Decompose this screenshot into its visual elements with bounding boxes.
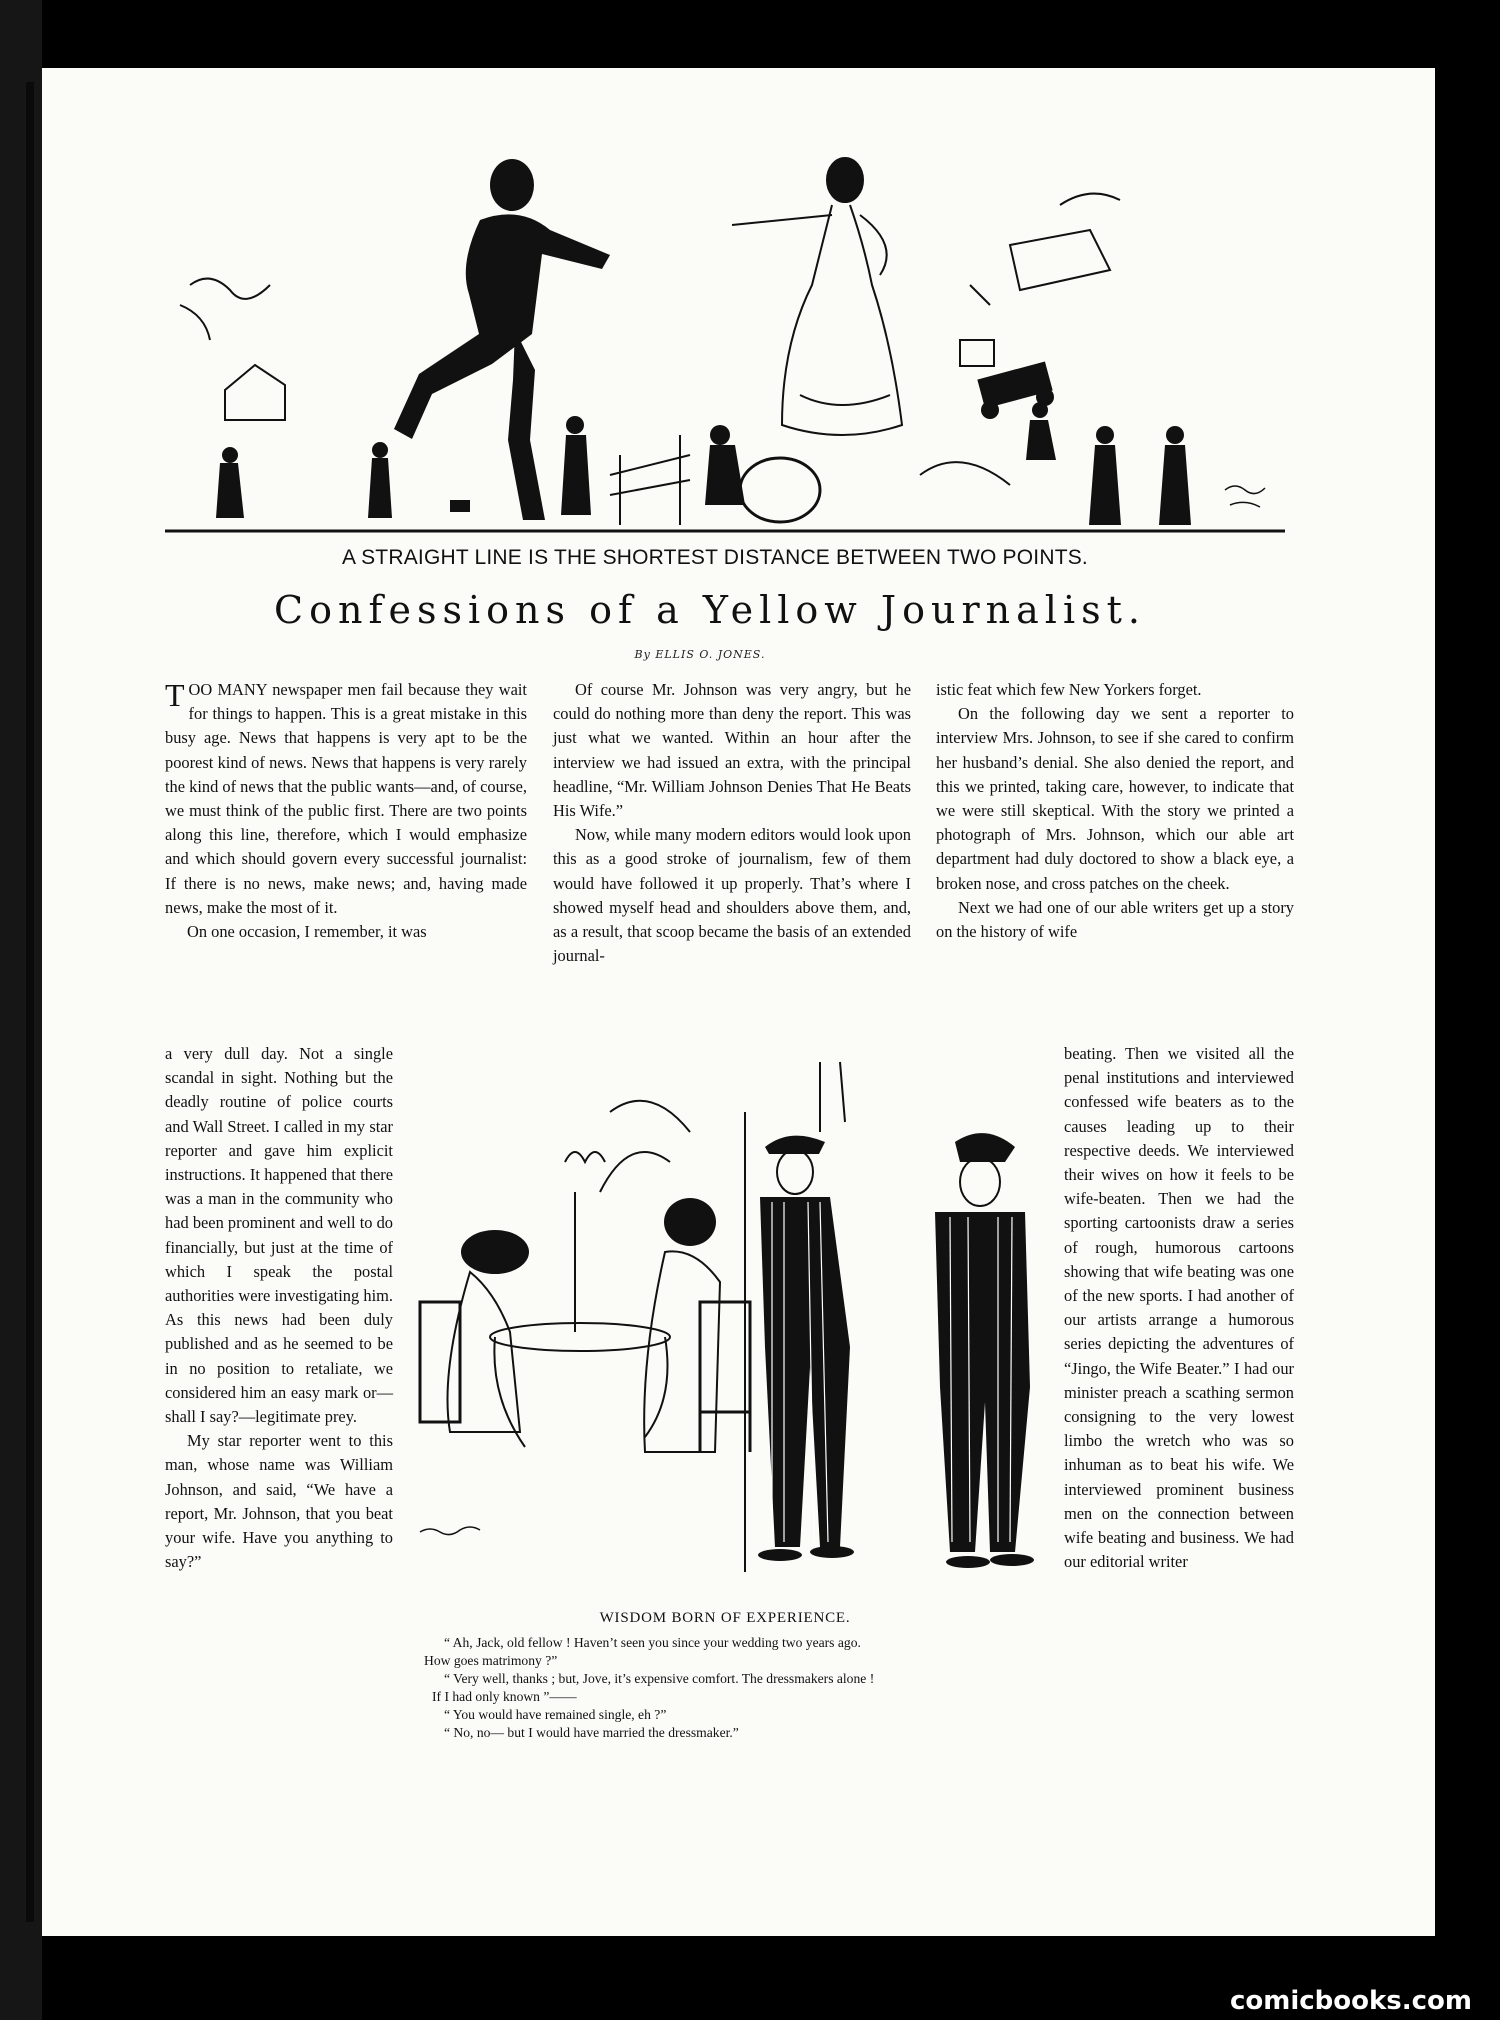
paragraph: Now, while many modern editors would look upon this as a good stroke of journalism, few of them would have followed it up properly. That’s where I showed myself head and shoulders above them, and, as a result, that scoop became the basis of an extended journal- [553,825,911,966]
column-1-bottom [165,1042,393,1574]
paragraph: Next we had one of our able writers get up a story on the history of wife [936,897,1294,942]
paragraph: beating. Then we visited all the penal institutions and interviewed confessed wife beaters as to the causes leading up to their respective deeds. We interviewed their wives on how it feels to be wife-beaten. Then we had the sporting cartoonists draw a series of rough, humorous cartoons showing that wife beating was one of the new sports. I had another of our artists arrange a humorous series depicting the adventures of “Jingo, the Wife Beater.” I had our minister preach a scathing sermon consigning to the very lowest limbo the wretch who was so inhuman as to beat his wife. We interviewed prominent business men on the connection between wife beating and business. We had our editorial writer [1064,1044,1294,1572]
paragraph: My star reporter went to this man, whose name was William Johnson, and said, “We have a report, Mr. Johnson, that you beat your wife. Have you anything to say?” [165,1431,393,1572]
column-1-top [165,678,527,944]
watermark: comicbooks.com [1229,1986,1472,2016]
column-3-top [936,678,1294,944]
page-binding [0,0,42,2020]
illustration-caption: A STRAIGHT LINE IS THE SHORTEST DISTANCE BETWEEN TWO POINTS. [342,546,1088,569]
drop-cap: T [165,677,185,713]
paragraph: Of course Mr. Johnson was very angry, but he could do nothing more than deny the report. This was just what we wanted. Within an hour after the interview we had issued an extra, with the principal headline, “Mr. William Johnson Denies That He Beats His Wife.” [553,680,911,821]
binding-shadow [26,82,34,1922]
caption-line: “ Very well, thanks ; but, Jove, it’s expensive comfort. The dressmakers alone ! [444,1671,875,1686]
column-3-bottom [1064,1042,1294,1574]
paragraph: On the following day we sent a reporter to interview Mrs. Johnson, to see if she cared to confirm her husband’s denial. She also denied the report, and this we printed, taking care, however, to indicate that we were still skeptical. With the story we printed a photograph of Mrs. Johnson, which our able art department had duly doctored to show a black eye, a broken nose, and cross patches on the cheek. [936,704,1294,893]
paragraph: On one occasion, I remember, it was [187,922,427,942]
column-2 [553,678,911,968]
paragraph: a very dull day. Not a single scandal in sight. Nothing but the deadly routine of police courts and Wall Street. I called in my star reporter and gave him explicit instructions. It happened that there was a man in the community who had been prominent and well to do financially, but just at the time of which I speak the postal authorities were investigating him. As this news had been duly published and as he seemed to be in no position to retaliate, we considered him an easy mark or—shall I say?—legitimate prey. [165,1044,393,1427]
caption-line: “ No, no— but I would have married the dressmaker.” [444,1725,739,1740]
paragraph: TOO MANY newspaper men fail because they wait for things to happen. This is a great mistake in this busy age. News that happens is very apt to be the poorest kind of news. News that happens is very rarely the kind of news that the public wants—and, of course, we must think of the public first. There are two points along this line, therefore, which I would emphasize and which should govern every successful journalist: If there is no news, make news; and, having made news, make the most of it. [165,677,527,917]
article-title: Confessions of a Yellow Journalist. [274,588,1146,632]
caption-line: “ Ah, Jack, old fellow ! Haven’t seen you since your wedding two years ago. [444,1635,861,1650]
top-illustration [120,135,1290,535]
cartoon-caption [424,1634,1054,1742]
caption-line: If I had only known ”—— [432,1689,577,1704]
article-byline: By ELLIS O. JONES. [634,648,766,661]
caption-line: “ You would have remained single, eh ?” [444,1707,667,1722]
cartoon-heading: WISDOM BORN OF EXPERIENCE. [599,1610,851,1626]
cartoon-illustration [400,1052,1050,1612]
caption-line: How goes matrimony ?” [424,1653,558,1668]
paragraph: istic feat which few New Yorkers forget. [936,680,1202,699]
